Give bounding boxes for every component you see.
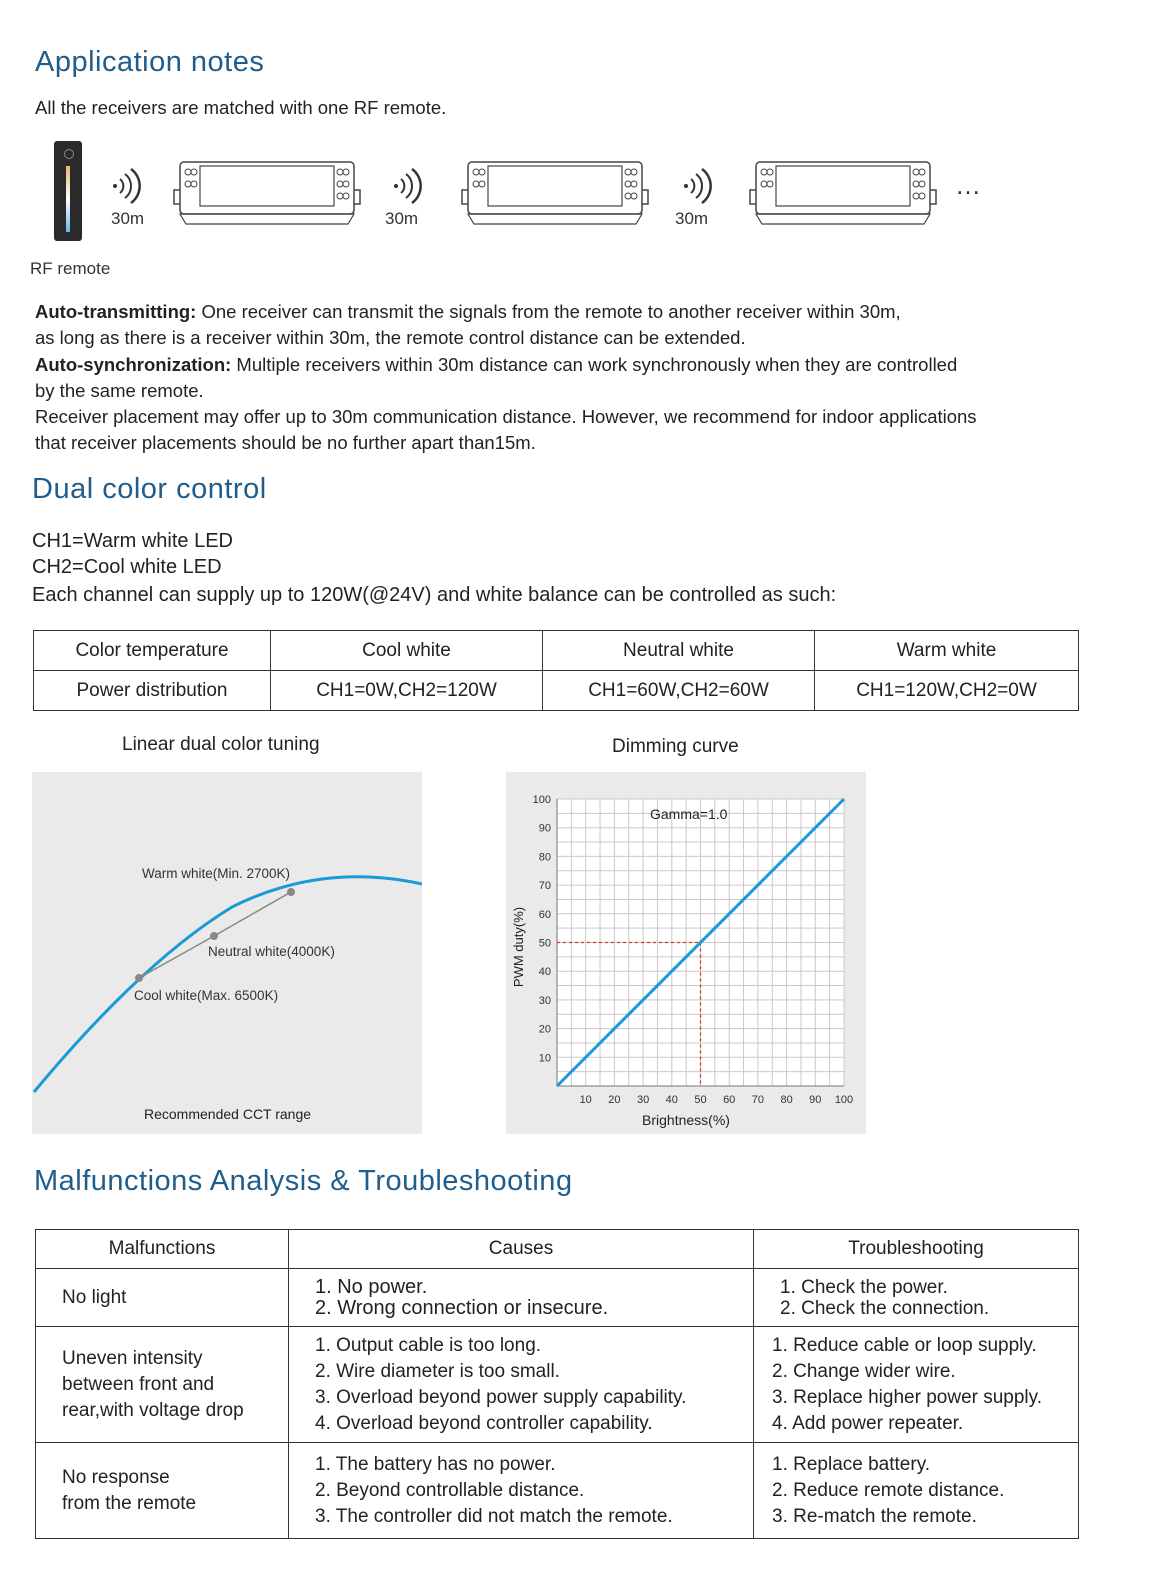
y-tick-label: 10	[538, 1052, 551, 1065]
malfunction-cell	[36, 1327, 289, 1443]
warm-white-point	[287, 888, 295, 896]
x-tick-label: 10	[579, 1094, 592, 1106]
y-tick-label: 20	[538, 1023, 551, 1036]
cause-item: 2. Beyond controllable distance.	[315, 1479, 585, 1501]
y-tick-label: 50	[538, 937, 551, 950]
y-tick-label: 70	[538, 880, 551, 893]
cct-chart-title: Linear dual color tuning	[122, 734, 320, 755]
table-header-row	[36, 1230, 1079, 1269]
cct-range-label: Recommended CCT range	[144, 1106, 312, 1122]
x-axis-label: Brightness(%)	[642, 1112, 730, 1128]
signal-icon	[676, 168, 716, 204]
causes-cell	[289, 1443, 754, 1539]
receiver-image-3	[744, 160, 942, 226]
cool-white-point	[135, 974, 143, 982]
header-malfunctions: Malfunctions	[36, 1230, 289, 1269]
cause-item: 1. No power.	[315, 1275, 428, 1298]
y-tick-label: 100	[532, 794, 551, 806]
x-tick-label: 50	[694, 1094, 707, 1106]
fix-item: 1. Replace battery.	[772, 1453, 931, 1475]
supply-line: Each channel can supply up to 120W(@24V) and white balance can be controlled as such:	[32, 584, 837, 606]
ellipsis: …	[955, 170, 981, 200]
x-tick-label: 80	[780, 1094, 793, 1106]
malfunction-line: Uneven intensity	[62, 1347, 203, 1369]
auto-transmitting-text: One receiver can transmit the signals from the remote to another receiver within 30m,	[196, 301, 901, 322]
placement-text-1: Receiver placement may offer up to 30m communication distance. However, we recommend for indoor applications	[35, 406, 977, 427]
x-tick-label: 100	[834, 1094, 854, 1106]
y-tick-label: 80	[538, 851, 551, 864]
x-tick-label: 30	[636, 1094, 650, 1106]
table-row	[36, 1269, 1079, 1327]
dimming-chart	[506, 772, 866, 1134]
receiver-image-2	[456, 160, 654, 226]
fixes-cell	[754, 1327, 1079, 1443]
auto-synchronization-text: Multiple receivers within 30m distance can work synchronously when they are controlled	[231, 354, 958, 375]
fix-item: 2. Change wider wire.	[772, 1360, 956, 1382]
distance-label-2: 30m	[385, 209, 419, 228]
fixes-cell	[754, 1443, 1079, 1539]
paragraph-auto-synchronization	[35, 352, 957, 378]
cause-item: 1. Output cable is too long.	[315, 1334, 542, 1356]
y-axis-label: PWM duty(%)	[511, 906, 526, 988]
troubleshooting-title: Malfunctions Analysis & Troubleshooting	[34, 1165, 573, 1197]
causes-cell	[289, 1269, 754, 1327]
malfunction-line: rear,with voltage drop	[62, 1399, 244, 1421]
auto-transmitting-label: Auto-transmitting:	[35, 301, 197, 322]
header-troubleshooting: Troubleshooting	[754, 1230, 1079, 1269]
placement-text-2: that receiver placements should be no further apart than15m.	[35, 432, 536, 453]
header-causes: Causes	[289, 1230, 754, 1269]
malfunction-cell	[36, 1269, 289, 1327]
auto-transmitting-text-2: as long as there is a receiver within 30m, the remote control distance can be extended.	[35, 327, 746, 348]
table-row	[36, 1443, 1079, 1539]
fix-item: 2. Check the connection.	[780, 1297, 990, 1319]
dimming-chart-svg	[506, 772, 866, 1134]
y-tick-label: 30	[538, 994, 551, 1007]
signal-icon	[105, 168, 145, 204]
cool-white-label: Cool white(Max. 6500K)	[134, 988, 279, 1003]
ch2-line: CH2=Cool white LED	[32, 556, 222, 578]
distance-label-3: 30m	[675, 209, 709, 228]
malfunction-line: No response	[62, 1466, 170, 1488]
application-notes-subtitle: All the receivers are matched with one RF remote.	[35, 97, 447, 118]
fix-item: 3. Replace higher power supply.	[772, 1386, 1043, 1408]
table-cell: CH1=120W,CH2=0W	[815, 671, 1079, 711]
troubleshooting-table	[35, 1229, 1079, 1539]
x-tick-label: 70	[751, 1094, 765, 1106]
x-tick-label: 20	[608, 1094, 621, 1106]
malfunction-line: from the remote	[62, 1492, 197, 1514]
x-tick-label: 90	[809, 1094, 822, 1106]
cause-item: 3. The controller did not match the remote.	[315, 1505, 673, 1527]
auto-synchronization-text-2: by the same remote.	[35, 380, 204, 401]
fix-item: 2. Reduce remote distance.	[772, 1479, 1005, 1501]
malfunction-cell	[36, 1443, 289, 1539]
neutral-white-label: Neutral white(4000K)	[208, 944, 335, 959]
table-cell: CH1=60W,CH2=60W	[543, 671, 815, 711]
table-cell: Power distribution	[34, 671, 271, 711]
distance-label-1: 30m	[111, 209, 145, 228]
warm-white-label: Warm white(Min. 2700K)	[142, 866, 291, 881]
fixes-cell	[754, 1269, 1079, 1327]
x-tick-label: 40	[665, 1094, 678, 1106]
cct-curve	[34, 877, 422, 1092]
y-tick-label: 90	[538, 822, 551, 835]
y-tick-label: 60	[538, 908, 551, 921]
table-cell: Neutral white	[543, 631, 815, 671]
table-cell: Cool white	[271, 631, 543, 671]
cause-item: 2. Wrong connection or insecure.	[315, 1296, 609, 1319]
application-notes-title: Application notes	[35, 46, 265, 78]
cct-chart	[32, 772, 422, 1134]
fix-item: 1. Check the power.	[780, 1276, 948, 1298]
cause-item: 2. Wire diameter is too small.	[315, 1360, 560, 1382]
cause-item: 4. Overload beyond controller capability.	[315, 1412, 653, 1434]
x-tick-label: 60	[723, 1094, 736, 1106]
cause-item: 3. Overload beyond power supply capability.	[315, 1386, 687, 1408]
dimming-chart-title: Dimming curve	[612, 736, 739, 757]
table-cell: CH1=0W,CH2=120W	[271, 671, 543, 711]
causes-cell	[289, 1327, 754, 1443]
y-tick-label: 40	[538, 966, 551, 979]
gamma-annotation: Gamma=1.0	[650, 806, 728, 822]
fix-item: 3. Re-match the remote.	[772, 1505, 977, 1527]
table-row	[34, 671, 1079, 711]
table-row	[34, 631, 1079, 671]
neutral-white-point	[210, 932, 218, 940]
signal-icon	[386, 168, 426, 204]
table-cell: Color temperature	[34, 631, 271, 671]
receiver-image-1	[168, 160, 366, 226]
dual-color-title: Dual color control	[32, 473, 267, 505]
ch1-line: CH1=Warm white LED	[32, 530, 233, 552]
rf-remote-label: RF remote	[30, 259, 111, 278]
fix-item: 4. Add power repeater.	[772, 1412, 964, 1434]
table-row	[36, 1327, 1079, 1443]
paragraph-auto-transmitting	[35, 299, 901, 325]
rf-remote-image	[54, 141, 82, 241]
table-cell: Warm white	[815, 631, 1079, 671]
cause-item: 1. The battery has no power.	[315, 1453, 556, 1475]
malfunction-line: No light	[62, 1286, 127, 1308]
auto-synchronization-label: Auto-synchronization:	[35, 354, 232, 375]
color-temperature-table	[33, 630, 1079, 711]
malfunction-line: between front and	[62, 1373, 215, 1395]
fix-item: 1. Reduce cable or loop supply.	[772, 1334, 1037, 1356]
